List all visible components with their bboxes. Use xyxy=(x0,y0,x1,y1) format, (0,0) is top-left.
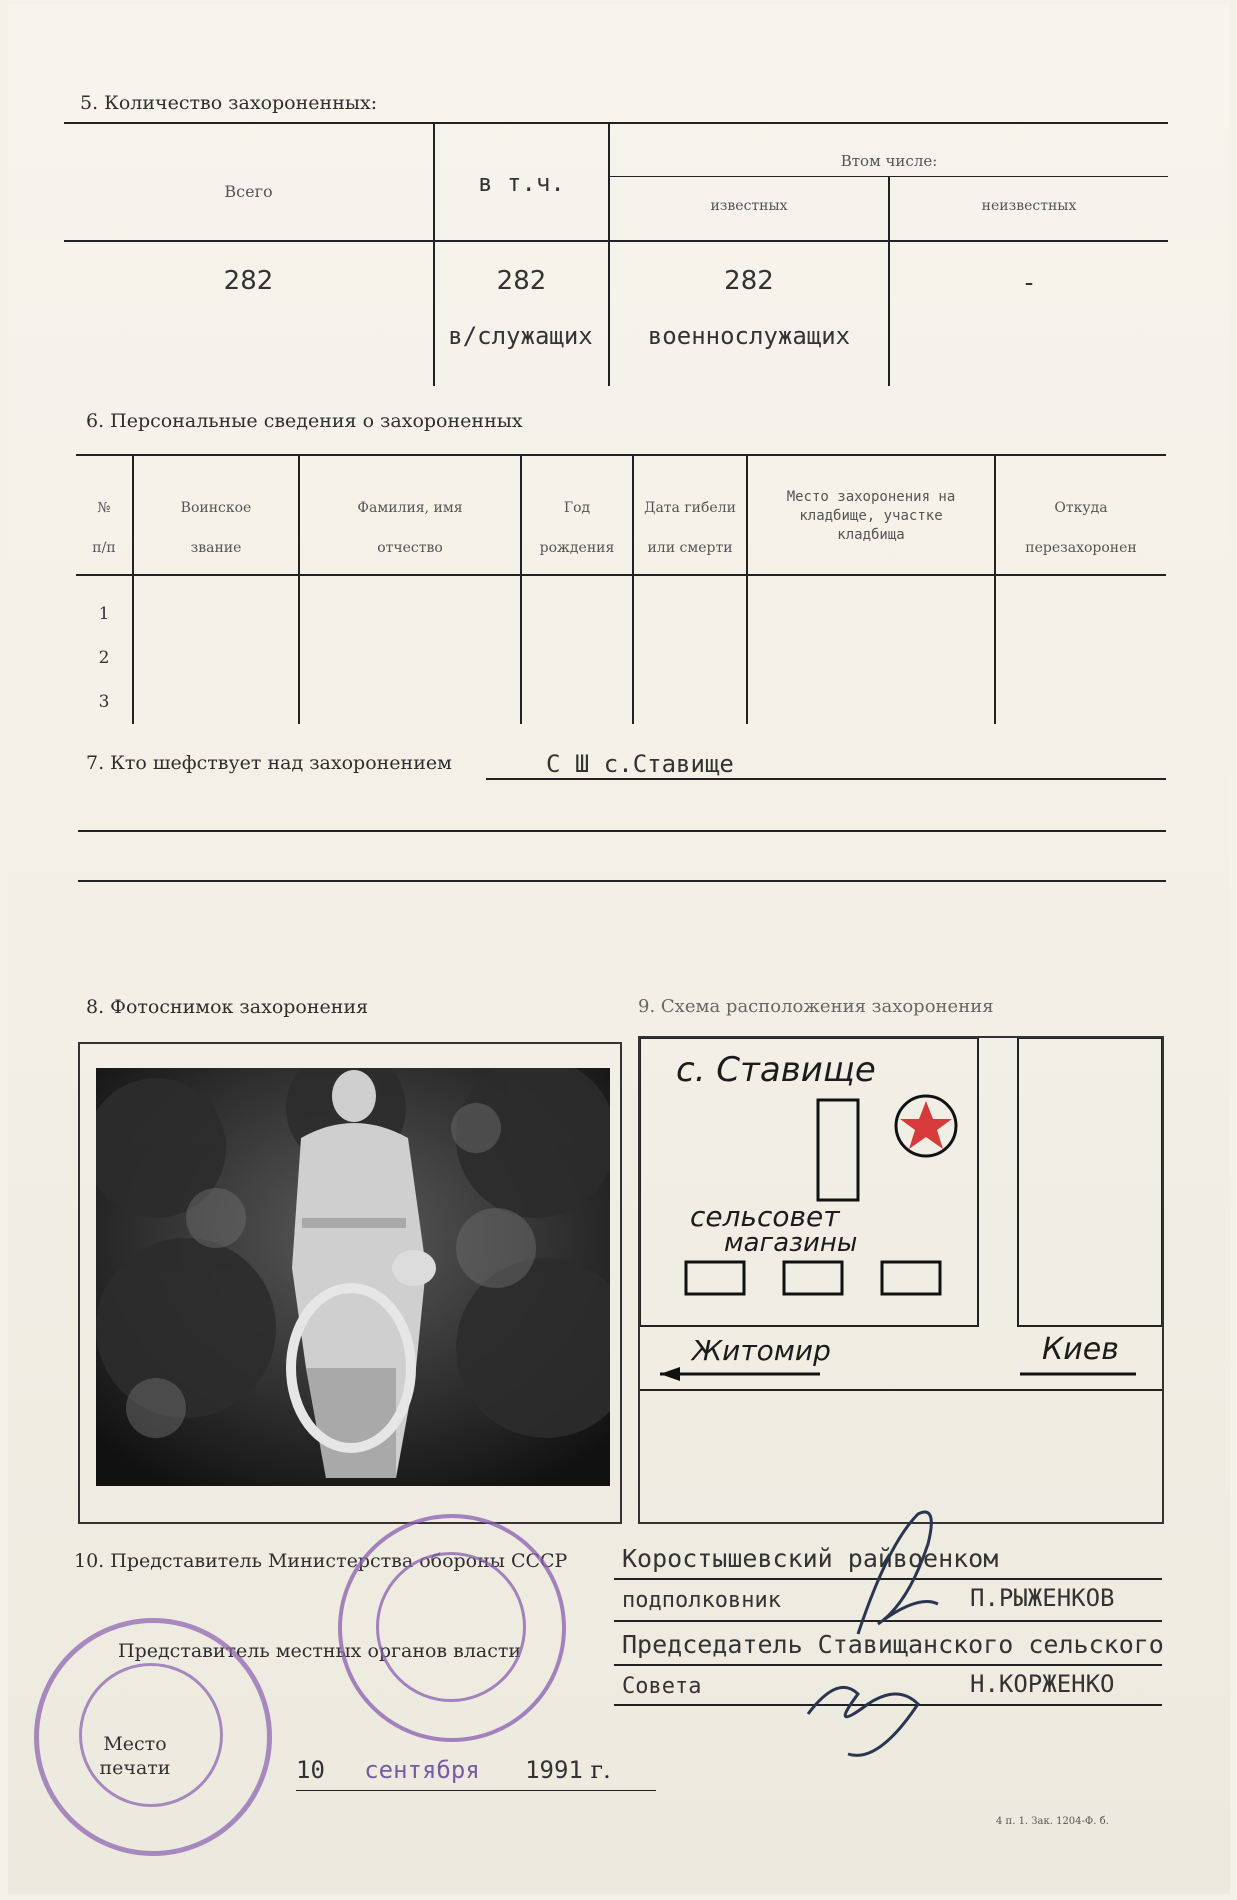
scheme-council-label: сельсовет xyxy=(690,1200,840,1233)
section7-label: 7. Кто шефствует над захоронением xyxy=(86,752,452,774)
section6-title: 6. Персональные сведения о захороненных xyxy=(86,410,523,432)
section8-title: 8. Фотоснимок захоронения xyxy=(86,996,369,1018)
section9-title: 9. Схема расположения захоронения xyxy=(638,996,994,1017)
local-name: Н.КОРЖЕНКО xyxy=(970,1670,1115,1698)
header-burial-place-line3: кладбища xyxy=(837,527,905,543)
value-total: 282 xyxy=(223,266,274,296)
seal-place-label: Место печати xyxy=(99,1733,171,1779)
section7-line-3 xyxy=(78,880,1166,882)
ministry-representative-label: 10. Представитель Министерства обороны СССР xyxy=(74,1550,568,1572)
memorial-photo xyxy=(96,1068,610,1486)
scheme-shops-label: магазины xyxy=(724,1228,858,1258)
section7-value: С Ш с.Ставище xyxy=(546,750,734,778)
scheme-road-left-label: Житомир xyxy=(692,1334,831,1367)
col-of-which-header: Втом числе: xyxy=(840,152,938,170)
header-birth-year xyxy=(522,488,632,568)
memorial-photo-image xyxy=(96,1068,610,1486)
official-seal-stamp xyxy=(338,1514,566,1742)
value-incl-note: в/служащих xyxy=(448,322,593,350)
col-total-header: Всего xyxy=(224,182,273,201)
table6-top-rule xyxy=(76,454,1166,456)
value-known-note: военнослужащих xyxy=(647,322,851,350)
scheme-frame xyxy=(638,1036,1164,1524)
date-line xyxy=(296,1756,611,1784)
header-death-date-line2: или смерти xyxy=(647,540,733,556)
section7-line-2 xyxy=(78,830,1166,832)
header-reburied-from-line2: перезахоронен xyxy=(1025,540,1137,556)
scheme-road-right-label: Киев xyxy=(1042,1332,1119,1367)
value-known: 282 xyxy=(724,266,774,296)
scheme-village-label: с. Ставище xyxy=(676,1050,876,1090)
print-code: 4 п. 1. Зак. 1204-Ф. б. xyxy=(996,1816,1109,1827)
table-row: 1 xyxy=(98,604,110,624)
header-birth-year-line1: Год xyxy=(563,500,591,516)
header-reburied-from-line1: Откуда xyxy=(1054,500,1108,516)
local-line1: Председатель Ставищанского сельского xyxy=(622,1630,1164,1659)
header-death-date xyxy=(634,488,746,568)
section7-line-1 xyxy=(486,778,1166,780)
document-page xyxy=(8,4,1230,1894)
table6-header-rule xyxy=(76,574,1166,576)
header-rank-line1: Воинское xyxy=(180,500,252,516)
table-row: 3 xyxy=(98,692,110,712)
header-fullname xyxy=(300,488,520,568)
table5-top-rule xyxy=(64,122,1168,124)
header-rank xyxy=(134,488,298,568)
header-number-line2: п/п xyxy=(92,540,116,556)
ministry-name: П.РЫЖЕНКОВ xyxy=(970,1584,1115,1612)
value-unknown: - xyxy=(1024,268,1034,298)
table5-header-rule xyxy=(64,240,1168,242)
header-burial-place-line1: Место захоронения на xyxy=(786,489,956,505)
scheme-map xyxy=(640,1038,1162,1522)
header-burial-place xyxy=(748,488,994,545)
local-line2: Совета xyxy=(622,1674,702,1699)
value-incl: 282 xyxy=(496,266,547,296)
header-death-date-line1: Дата гибели xyxy=(644,500,736,516)
header-burial-place-line2: кладбище, участке xyxy=(799,508,943,524)
header-reburied-from xyxy=(996,488,1166,568)
official-seal-inner-ring xyxy=(376,1552,526,1702)
section5-title: 5. Количество захороненных: xyxy=(80,92,378,114)
table-row: 2 xyxy=(98,648,110,668)
header-fullname-line2: отчество xyxy=(377,540,443,556)
col-known-header: известных xyxy=(710,198,788,214)
header-birth-year-line2: рождения xyxy=(539,540,615,556)
header-rank-line2: звание xyxy=(190,540,242,556)
date-underline xyxy=(296,1790,656,1791)
date-year: 1991 xyxy=(525,1756,583,1784)
local-representative-label: Представитель местных органов власти xyxy=(118,1640,522,1662)
ministry-rank: подполковник xyxy=(622,1588,781,1613)
header-number-line1: № xyxy=(97,500,111,516)
header-number xyxy=(76,488,132,568)
col-incl-header: в т.ч. xyxy=(478,169,565,197)
ministry-line1: Коростышевский райвоенком xyxy=(622,1544,999,1573)
signature-strokes xyxy=(768,1504,1028,1764)
date-suffix: г. xyxy=(590,1756,611,1784)
header-fullname-line1: Фамилия, имя xyxy=(357,500,463,516)
date-month: сентября xyxy=(364,1756,480,1784)
col-unknown-header: неизвестных xyxy=(981,198,1077,214)
date-day: 10 xyxy=(296,1756,325,1784)
